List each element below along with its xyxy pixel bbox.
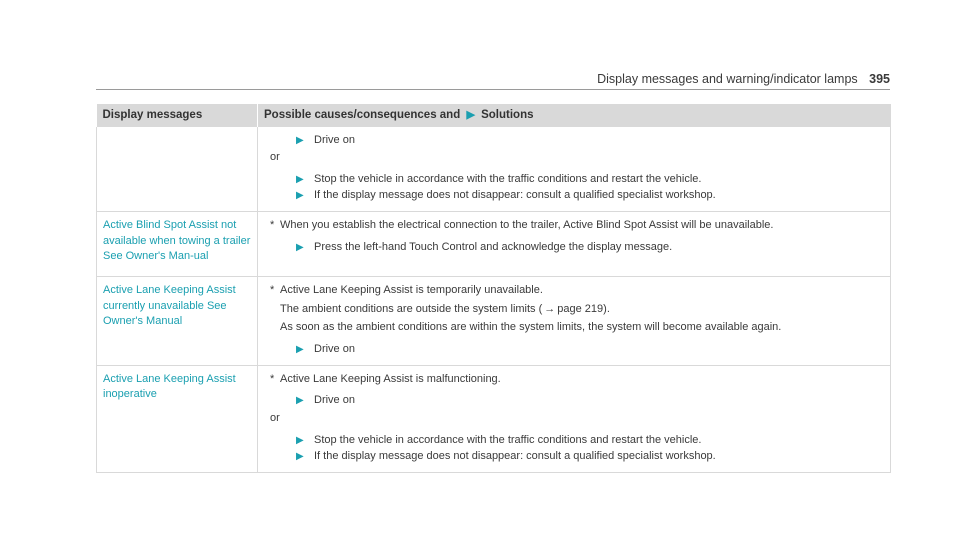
triangle-right-icon: ▶ [296,434,304,446]
step-text: Drive on [314,343,355,356]
triangle-right-icon: ▶ [466,109,475,121]
table-row [97,277,891,365]
or-text: or [270,411,280,424]
table-row [97,127,891,212]
step-item [270,393,884,409]
step-text: Drive on [314,394,355,407]
triangle-right-icon: ▶ [296,190,304,202]
step-item [270,133,884,149]
step-text: If the display message does not disappear: consult a qualified specialist workshop. [314,450,716,463]
cause-text-limits [270,302,884,318]
step-item [270,449,884,465]
asterisk-marker: * [270,284,275,297]
column-header-causes-solutions [258,104,891,127]
page-reference-arrow-icon: → [544,302,556,315]
triangle-right-icon: ▶ [296,451,304,463]
page-number: 395 [869,72,890,86]
step-text: Stop the vehicle in accordance with the traffic conditions and restart the vehicle. [314,172,702,185]
page-reference[interactable]: page 219). [557,302,610,315]
display-message: Active Lane Keeping Assist inoperative [97,365,258,472]
step-item [270,172,884,188]
messages-table [96,104,891,473]
step-text: If the display message does not disappear: consult a qualified specialist workshop. [314,189,716,202]
triangle-right-icon: ▶ [296,395,304,407]
column-header-suffix: Solutions [481,109,534,121]
table-header-row [97,104,891,127]
header-title: Display messages and warning/indicator lamps [597,72,858,86]
limits-text: The ambient conditions are outside the system limits ( [280,302,543,315]
cause-text [270,372,884,388]
step-item [270,433,884,449]
or-text: or [270,151,280,164]
cause-text-recovery: As soon as the ambient conditions are within the system limits, the system will become available again. [280,321,782,334]
step-text: Drive on [314,133,355,146]
table-row [97,365,891,472]
column-header-prefix: Possible causes/consequences and [264,109,461,121]
cause-text [270,283,884,299]
step-item [270,342,884,358]
solution-cell [258,365,891,472]
triangle-right-icon: ▶ [296,241,304,253]
asterisk-marker: * [270,372,275,385]
table-row [97,212,891,277]
cause-description: When you establish the electrical connection to the trailer, Active Blind Spot Assist will be unavailable. [280,219,774,232]
triangle-right-icon: ▶ [296,173,304,185]
step-item [270,188,884,204]
asterisk-marker: * [270,219,275,232]
solution-cell [258,127,891,212]
solution-cell [258,277,891,365]
display-message: Active Lane Keeping Assist currently unavailable See Owner's Manual [97,277,258,365]
header-rule [96,89,890,90]
cause-description: Active Lane Keeping Assist is temporarily unavailable. [280,284,543,297]
step-text: Press the left-hand Touch Control and acknowledge the display message. [314,240,673,253]
solution-cell [258,212,891,277]
triangle-right-icon: ▶ [296,134,304,146]
page-header [96,72,890,86]
column-header-display-messages: Display messages [97,104,258,127]
cause-description: Active Lane Keeping Assist is malfunctioning. [280,372,501,385]
triangle-right-icon: ▶ [296,344,304,356]
display-message [97,127,258,212]
display-message: Active Blind Spot Assist not available when towing a trailer See Owner's Man-ual [97,212,258,277]
step-text: Stop the vehicle in accordance with the traffic conditions and restart the vehicle. [314,433,702,446]
cause-text [270,218,884,234]
step-item [270,240,884,256]
